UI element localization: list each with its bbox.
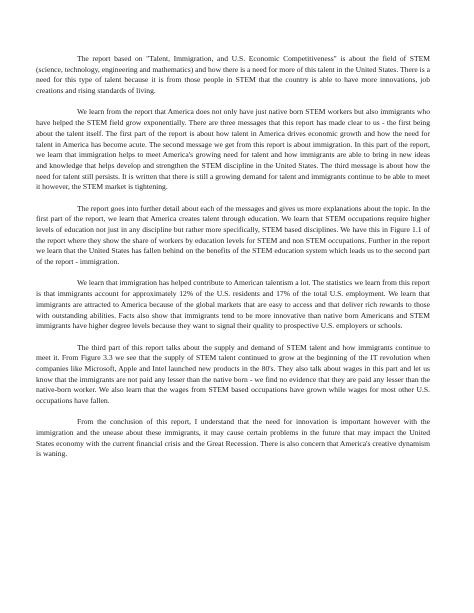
paragraph-conclusion: From the conclusion of this report, I understand that the need for innovation is important however with the immigration and the unease about these immigrants, it may cause certain problems in the future that may impact the United States economy with the current financial crisis and the Great Recession. There is also concern that America's creative dynamism is waning. — [36, 417, 430, 459]
paragraph-supply-demand: The third part of this report talks about the supply and demand of STEM talent and how immigrants continue to meet it. From Figure 3.3 we see that the supply of STEM talent continued to grow at the beginning of the IT revolution when companies like Microsoft, Apple and Intel launched new products in the 80's. They also talk about wages in this part and let us know that the immigrants are not paid any lesser than the native born - we find no evidence that they are paid any lesser than the native-born worker. We also learn that the wages from STEM based occupations have grown while wages for most other U.S. occupations have fallen. — [36, 342, 430, 406]
paragraph-education: The report goes into further detail about each of the messages and gives us more explanations about the topic. In the first part of the report, we learn that America creates talent through education. We learn that STEM occupations require higher levels of education not just in any discipline but rather more specifically, STEM based disciplines. We have this in Figure 1.1 of the report where they show the share of workers by education levels for STEM and non STEM occupations. Further in the report we learn that the United States has fallen behind on the benefits of the STEM education system which leads us to the second part of the report - immigration. — [36, 203, 430, 267]
document-body — [36, 54, 430, 460]
paragraph-messages: We learn from the report that America does not only have just native born STEM workers but also immigrants who have helped the STEM field grow exponentially. There are three messages that this report has made clear to us - the first being about the talent itself. The first part of the report is about how talent in America drives economic growth and how the need for talent in America has become acute. The second message we get from this report is about immigration. In this part of the report, we learn that immigration helps to meet America's growing need for talent and how immigrants are able to bring in new ideas and knowledge that helps develop and strengthen the STEM discipline in the United States. The third message is about how the need for talent still persists. It is written that there is still a growing demand for talent and immigrants continue to be able to meet it however, the STEM market is tightening. — [36, 107, 430, 192]
paragraph-immigration: We learn that immigration has helped contribute to American talentism a lot. The statistics we learn from this report is that immigrants account for approximately 12% of the U.S. residents and 17% of the total U.S. employment. We learn that immigrants are attracted to America because of the global markets that are easy to access and that deliver rich rewards to those with outstanding abilities. Facts also show that immigrants tend to be more innovative than native born Americans and STEM immigrants have higher degree levels because they want to signal their quality to prospective U.S. employers or schools. — [36, 278, 430, 331]
paragraph-intro: The report based on "Talent, Immigration, and U.S. Economic Competitiveness" is about the field of STEM (science, technology, engineering and mathematics) and how there is a need for more of this talent in the United States. There is a need for this type of talent because it is from those people in STEM that the country is able to have more innovations, job creations and rising standards of living. — [36, 54, 430, 96]
